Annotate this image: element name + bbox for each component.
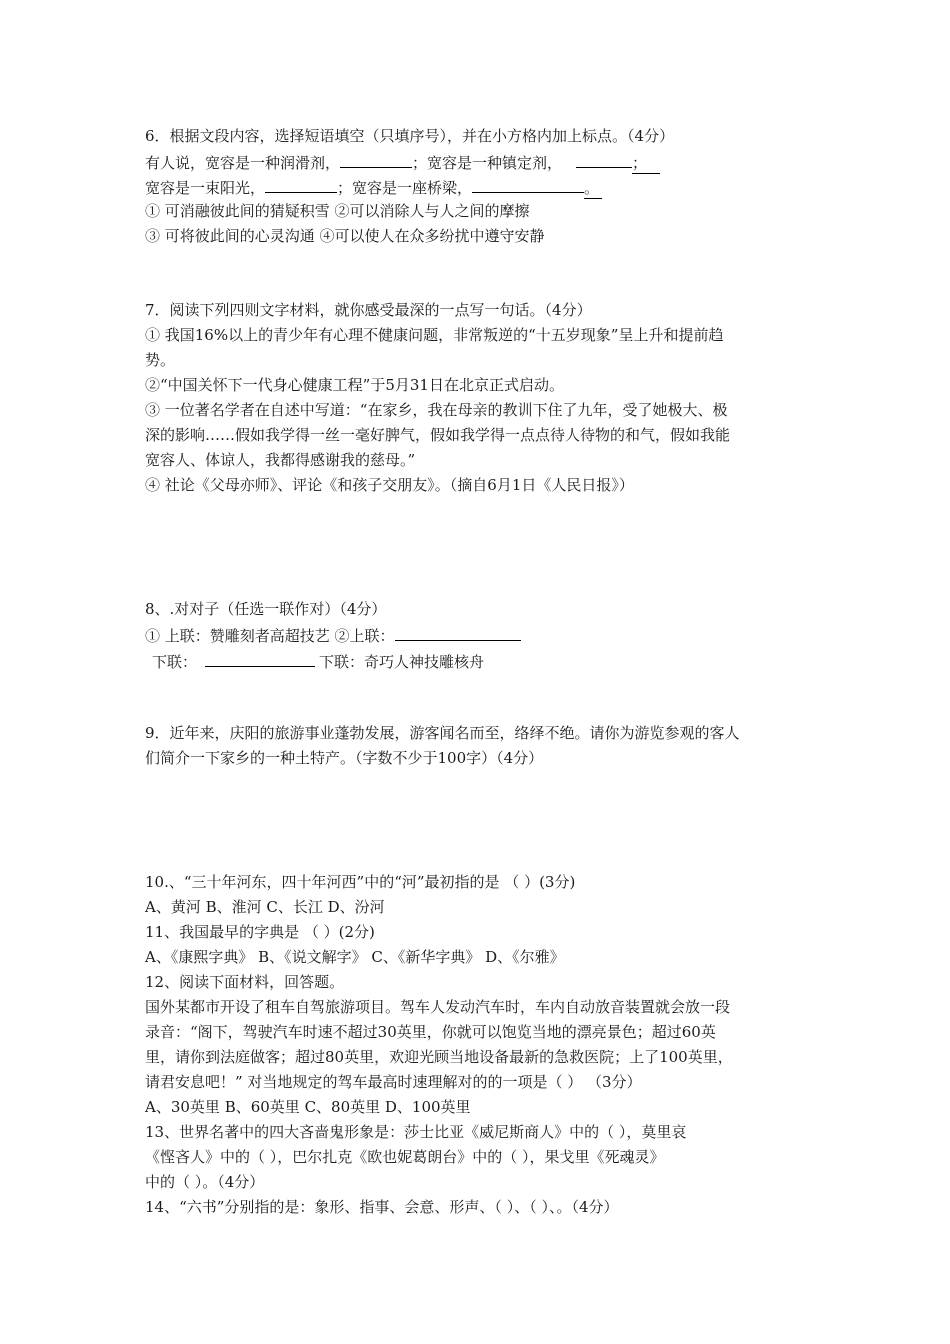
q6-line2-text-a: 宽容是一束阳光， xyxy=(145,179,266,197)
q6-blank-1[interactable] xyxy=(340,151,412,168)
q9-line-1: 9．近年来，庆阳的旅游事业蓬勃发展，游客闻名而至，络绎不绝。请你为游览参观的客人 xyxy=(145,724,740,742)
q6-blank-4[interactable] xyxy=(472,176,584,193)
q7-line-2: 势。 xyxy=(145,351,176,369)
q13-line-2: 《悭吝人》中的（ ），巴尔扎克《欧也妮葛朗台》中的（ ），果戈里《死魂灵》 xyxy=(145,1148,665,1166)
q7-line-1: ① 我国16%以上的青少年有心理不健康问题，非常叛逆的“十五岁现象”呈上升和提前趋 xyxy=(145,326,724,344)
q6-line1-text-b: ；宽容是一种镇定剂， xyxy=(412,154,563,172)
q10-options: A、黄河 B、淮河 C、长江 D、汾河 xyxy=(145,898,385,916)
q7-line-7: ④ 社论《父母亦师》、评论《和孩子交朋友》。（摘自6月1日《人民日报》） xyxy=(145,476,634,494)
q7-line-4: ③ 一位著名学者在自述中写道：“在家乡，我在母亲的教训下住了九年，受了她极大、极 xyxy=(145,401,728,419)
q7-title: 7．阅读下列四则文字材料，就你感受最深的一点写一句话。（4分） xyxy=(145,301,592,319)
q6-options-2: ③ 可将彼此间的心灵沟通 ④可以使人在众多纷扰中遵守安静 xyxy=(145,227,545,245)
q6-line2 xyxy=(145,176,602,199)
q11-title: 11、我国最早的字典是 （ ）(2分) xyxy=(145,923,375,941)
q12-line-4: 请君安息吧！” 对当地规定的驾车最高时速理解对的的一项是（ ） （3分） xyxy=(145,1073,642,1091)
q12-title: 12、阅读下面材料，回答题。 xyxy=(145,973,345,991)
q9-line-2: 们简介一下家乡的一种土特产。（字数不少于100字）（4分） xyxy=(145,749,544,767)
q8-line2-text-a: 下联： xyxy=(152,653,198,671)
q13-line-3: 中的（ ）。（4分） xyxy=(145,1173,265,1191)
q6-blank-2[interactable] xyxy=(576,151,632,168)
q10-title: 10.、“三十年河东，四十年河西”中的“河”最初指的是 （ ）(3分) xyxy=(145,873,576,891)
q14-line-1: 14、“六书”分别指的是：象形、指事、会意、形声、（ ）、（ ）、。（4分） xyxy=(145,1198,619,1216)
q6-title: 6．根据文段内容，选择短语填空（只填序号），并在小方格内加上标点。（4分） xyxy=(145,127,675,145)
q7-line-3: ②“中国关怀下一代身心健康工程”于5月31日在北京正式启动。 xyxy=(145,376,564,394)
q6-line1-text-a: 有人说，宽容是一种润滑剂， xyxy=(145,154,341,172)
q6-blank-3[interactable] xyxy=(265,176,337,193)
q6-options-1: ① 可消融彼此间的猜疑积雪 ②可以消除人与人之间的摩擦 xyxy=(145,202,530,220)
q8-line-1 xyxy=(145,624,521,646)
q8-blank-lower[interactable] xyxy=(205,650,315,667)
q8-title: 8、.对对子（任选一联作对）（4分） xyxy=(145,600,387,618)
q8-blank-upper[interactable] xyxy=(395,624,521,641)
q7-line-6: 宽容人、体谅人，我都得感谢我的慈母。” xyxy=(145,451,416,469)
q12-options: A、30英里 B、60英里 C、80英里 D、100英里 xyxy=(145,1098,471,1116)
q6-line2-text-c: 。 xyxy=(584,178,602,199)
q12-line-1: 国外某都市开设了租车自驾旅游项目。驾车人发动汽车时，车内自动放音装置就会放一段 xyxy=(145,998,731,1016)
q6-line1 xyxy=(145,151,660,174)
q8-line1-text: ① 上联：赞雕刻者高超技艺 ②上联： xyxy=(145,627,395,645)
q11-options: A、《康熙字典》 B、《说文解字》 C、《新华字典》 D、《尔雅》 xyxy=(145,948,565,966)
q6-line1-text-c: ； xyxy=(632,153,660,174)
q12-line-2: 录音：“阁下，驾驶汽车时速不超过30英里，你就可以饱览当地的漂亮景色；超过60英 xyxy=(145,1023,716,1041)
q12-line-3: 里，请你到法庭做客；超过80英里，欢迎光顾当地设备最新的急救医院；上了100英里， xyxy=(145,1048,733,1066)
q8-line-2 xyxy=(152,650,484,672)
q8-line2-text-b: 下联：奇巧人神技雕核舟 xyxy=(319,653,485,671)
q7-line-5: 深的影响……假如我学得一丝一毫好脾气，假如我学得一点点待人待物的和气，假如我能 xyxy=(145,426,731,444)
q6-line2-text-b: ；宽容是一座桥梁， xyxy=(337,179,473,197)
q13-line-1: 13、世界名著中的四大吝啬鬼形象是：莎士比亚《威尼斯商人》中的（ ），莫里哀 xyxy=(145,1123,687,1141)
